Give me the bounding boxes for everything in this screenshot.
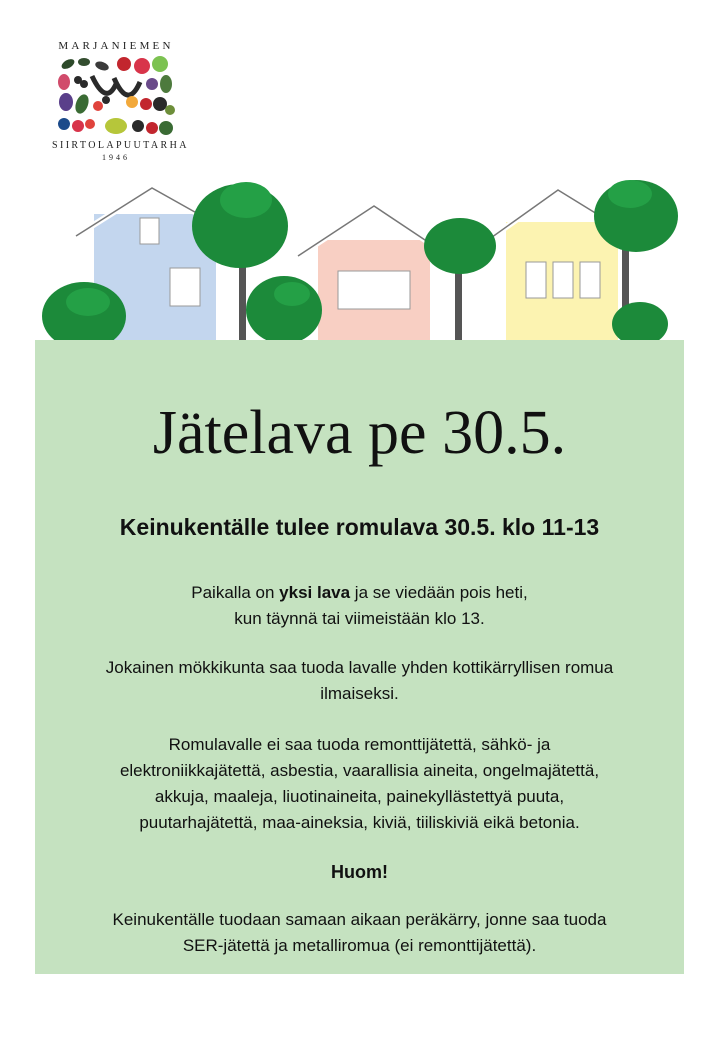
logo-year: 1946 [102, 153, 130, 162]
notice-huom: Huom! [331, 862, 388, 882]
houses-illustration [0, 170, 720, 342]
paragraph-lava-info [55, 580, 664, 632]
paragraph-forbidden-items: Romulavalle ei saa tuoda remonttijätettä, sähkö- ja elektroniikkajätettä, asbestia, vaarallisia aineita, ongelmajätettä, akkuja, maaleja, liuotinaineita, painekyllästettyä puuta, puutarhajätettä, maa-aineksia, kiviä, tiiliskiviä eikä betonia. [119, 735, 600, 832]
logo-bottom-text: SIIRTOLAPUUTARHA [52, 140, 189, 151]
paragraph-allowance: Jokainen mökkikunta saa tuoda lavalle yhden kottikärryllisen romua ilmaiseksi. [105, 658, 614, 703]
logo-top-text: MARJANIEMEN [58, 40, 174, 52]
emphasis-one-container: yksi lava [279, 583, 351, 602]
notice-title: Jätelava pe 30.5. [152, 399, 567, 467]
logo [52, 40, 189, 170]
paragraph-lava-line2: kun täynnä tai viimeistään klo 13. [234, 609, 485, 628]
tree-middle [424, 218, 496, 342]
paragraph-lava-line1: Paikalla on yksi lava ja se viedään pois heti, [191, 583, 528, 602]
notice-subtitle: Keinukentälle tulee romulava 30.5. klo 11-13 [119, 514, 600, 540]
notice-panel [35, 340, 684, 974]
pink-house [298, 206, 446, 342]
paragraph-trailer: Keinukentälle tuodaan samaan aikaan peräkärry, jonne saa tuoda SER-jätettä ja metalliromua (ei remonttijätettä). [112, 910, 607, 955]
fruit-logo-icon [54, 54, 178, 140]
